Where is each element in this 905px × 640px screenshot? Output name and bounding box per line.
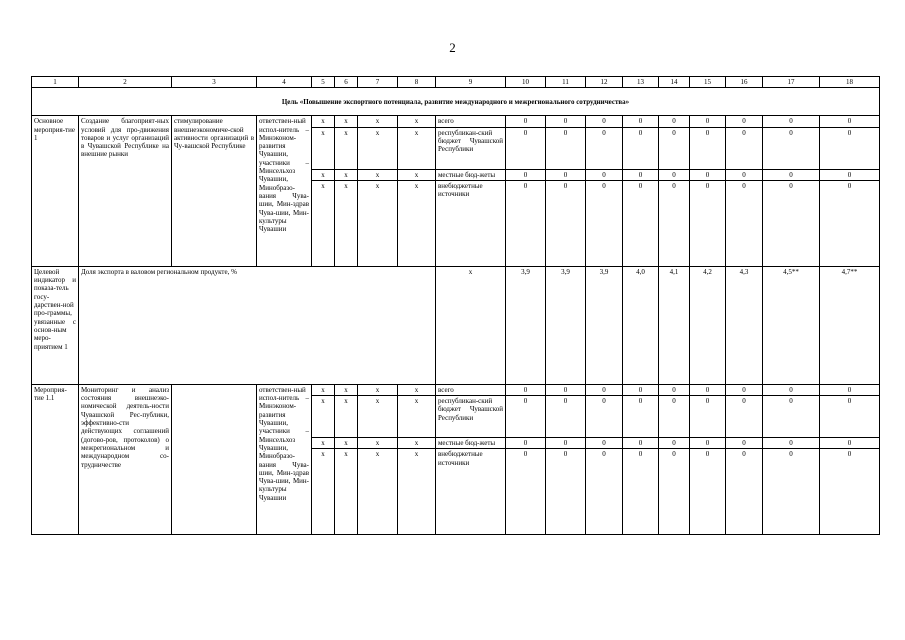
- activity-name: Основное мероприя-тие 1: [32, 116, 79, 267]
- table-cell: 0: [763, 169, 820, 180]
- table-cell: 0: [820, 438, 880, 449]
- column-header: 9: [436, 77, 506, 88]
- table-cell: 0: [506, 384, 546, 395]
- table-cell: 0: [659, 438, 690, 449]
- funding-source: всего: [436, 116, 506, 127]
- table-cell: 0: [586, 169, 623, 180]
- column-header: 5: [312, 77, 335, 88]
- column-header: 3: [172, 77, 257, 88]
- goal-row: [32, 88, 880, 116]
- table-cell: 0: [820, 169, 880, 180]
- table-cell: х: [358, 180, 398, 266]
- table-cell: 0: [820, 127, 880, 169]
- table-cell: 0: [690, 169, 726, 180]
- column-header: 11: [546, 77, 586, 88]
- table-cell: 0: [659, 169, 690, 180]
- indicator-text: Доля экспорта в валовом региональном продукте, %: [79, 266, 436, 384]
- activity-executors: ответствен-ный испол-нитель – Минэконом-развития Чувашии, участники – Минсельхоз Чувашии, Минобразо-вания Чува-шии, Мин-здрав Чува-шии, Мин-культуры Чувашии: [257, 116, 312, 267]
- table-cell: 0: [763, 438, 820, 449]
- table-cell: 0: [506, 169, 546, 180]
- table-cell: х: [398, 180, 436, 266]
- table-cell: 0: [763, 127, 820, 169]
- table-cell: 0: [820, 180, 880, 266]
- indicator-value: 3,9: [586, 266, 623, 384]
- activity-goal: [172, 384, 257, 535]
- table-cell: 0: [690, 396, 726, 438]
- table-cell: 0: [586, 116, 623, 127]
- funding-source: местные бюд-жеты: [436, 438, 506, 449]
- column-header: 15: [690, 77, 726, 88]
- column-header: 12: [586, 77, 623, 88]
- column-header: 16: [726, 77, 763, 88]
- table-cell: 0: [506, 180, 546, 266]
- table-cell: 0: [506, 116, 546, 127]
- table-cell: 0: [726, 449, 763, 535]
- table-cell: 0: [546, 127, 586, 169]
- table-cell: 0: [820, 396, 880, 438]
- indicator-value: 4,5**: [763, 266, 820, 384]
- column-header: 4: [257, 77, 312, 88]
- table-cell: х: [312, 384, 335, 395]
- table-cell: х: [312, 169, 335, 180]
- table-cell: 0: [586, 384, 623, 395]
- table-row: [32, 384, 880, 395]
- table-cell: 0: [726, 396, 763, 438]
- column-header: 13: [623, 77, 659, 88]
- table-cell: 0: [726, 180, 763, 266]
- indicator-value: 4,7**: [820, 266, 880, 384]
- column-header: 17: [763, 77, 820, 88]
- table-cell: 0: [726, 384, 763, 395]
- table-cell: 0: [659, 127, 690, 169]
- table-cell: х: [398, 438, 436, 449]
- table-cell: х: [398, 169, 436, 180]
- table-cell: 0: [690, 438, 726, 449]
- indicator-value: 4,2: [690, 266, 726, 384]
- table-cell: 0: [726, 116, 763, 127]
- table-cell: 0: [623, 169, 659, 180]
- table-cell: х: [358, 127, 398, 169]
- table-cell: х: [358, 396, 398, 438]
- table-cell: 0: [726, 169, 763, 180]
- table-cell: 0: [763, 384, 820, 395]
- table-cell: 0: [820, 384, 880, 395]
- table-cell: х: [312, 396, 335, 438]
- table-cell: 0: [763, 180, 820, 266]
- indicator-value: 3,9: [506, 266, 546, 384]
- table-cell: 0: [586, 127, 623, 169]
- column-header: 7: [358, 77, 398, 88]
- program-table: [31, 76, 880, 535]
- table-cell: 0: [726, 127, 763, 169]
- table-cell: 0: [506, 396, 546, 438]
- table-cell: х: [398, 449, 436, 535]
- goal-heading: Цель «Повышение экспортного потенциала, развитие международного и межрегионального сотрудничества»: [32, 88, 880, 116]
- column-header: 2: [79, 77, 172, 88]
- table-cell: х: [358, 384, 398, 395]
- funding-source: республикан-ский бюджет Чувашской Республики: [436, 396, 506, 438]
- table-cell: 0: [623, 396, 659, 438]
- column-header: 14: [659, 77, 690, 88]
- table-cell: х: [312, 438, 335, 449]
- table-cell: х: [335, 116, 358, 127]
- table-cell: 0: [623, 449, 659, 535]
- funding-source: всего: [436, 384, 506, 395]
- table-cell: х: [358, 169, 398, 180]
- table-cell: х: [436, 266, 506, 384]
- table-cell: 0: [546, 116, 586, 127]
- table-cell: 0: [586, 180, 623, 266]
- activity-title: Создание благоприят-ных условий для про-движения товаров и услуг организаций в Чувашской Республике на внешние рынки: [79, 116, 172, 267]
- table-cell: 0: [690, 449, 726, 535]
- column-header: 1: [32, 77, 79, 88]
- table-cell: 0: [546, 384, 586, 395]
- funding-source: внебюджетные источники: [436, 449, 506, 535]
- column-header: 18: [820, 77, 880, 88]
- column-header: 6: [335, 77, 358, 88]
- table-cell: 0: [546, 180, 586, 266]
- indicator-value: 3,9: [546, 266, 586, 384]
- table-cell: 0: [659, 449, 690, 535]
- table-cell: 0: [586, 396, 623, 438]
- column-header: 10: [506, 77, 546, 88]
- table-cell: 0: [763, 116, 820, 127]
- funding-source: республикан-ский бюджет Чувашской Республики: [436, 127, 506, 169]
- table-cell: 0: [659, 180, 690, 266]
- table-cell: 0: [763, 449, 820, 535]
- table-cell: х: [335, 127, 358, 169]
- table-cell: х: [335, 169, 358, 180]
- table-cell: х: [398, 396, 436, 438]
- table-cell: 0: [506, 438, 546, 449]
- indicator-name: Целевой индикатор и показа-тель госу-дарствен-ной про-граммы, увязанные с основ-ным меро-приятием 1: [32, 266, 79, 384]
- table-cell: 0: [659, 116, 690, 127]
- table-cell: х: [312, 449, 335, 535]
- table-cell: 0: [659, 384, 690, 395]
- table-cell: х: [398, 127, 436, 169]
- table-cell: х: [335, 438, 358, 449]
- table-cell: х: [398, 116, 436, 127]
- table-cell: 0: [546, 449, 586, 535]
- table-cell: 0: [623, 180, 659, 266]
- table-cell: 0: [623, 116, 659, 127]
- table-cell: 0: [659, 396, 690, 438]
- table-cell: х: [358, 438, 398, 449]
- table-cell: 0: [506, 127, 546, 169]
- table-cell: х: [312, 180, 335, 266]
- table-cell: 0: [546, 169, 586, 180]
- table-cell: 0: [820, 116, 880, 127]
- page-number: 2: [449, 40, 456, 55]
- table-cell: 0: [726, 438, 763, 449]
- table-cell: 0: [546, 438, 586, 449]
- table-cell: х: [398, 384, 436, 395]
- table-cell: 0: [690, 116, 726, 127]
- activity-executors: ответствен-ный испол-нитель – Минэконом-развития Чувашии, участники – Минсельхоз Чувашии, Минобразо-вания Чува-шии, Мин-здрав Чува-шии, Мин-культуры Чувашии: [257, 384, 312, 535]
- table-cell: х: [335, 396, 358, 438]
- activity-goal: стимулирование внешнеэкономиче-ской активности организаций в Чу-вашской Республике: [172, 116, 257, 267]
- table-row: [32, 116, 880, 127]
- table-cell: х: [335, 449, 358, 535]
- table-cell: 0: [820, 449, 880, 535]
- activity-name: Мероприя-тие 1.1: [32, 384, 79, 535]
- table-cell: 0: [546, 396, 586, 438]
- indicator-value: 4,3: [726, 266, 763, 384]
- table-cell: 0: [586, 449, 623, 535]
- table-cell: 0: [763, 396, 820, 438]
- table-cell: х: [312, 127, 335, 169]
- funding-source: местные бюд-жеты: [436, 169, 506, 180]
- table-cell: х: [312, 116, 335, 127]
- table-cell: 0: [690, 180, 726, 266]
- table-cell: 0: [623, 438, 659, 449]
- column-header: 8: [398, 77, 436, 88]
- table-cell: 0: [586, 438, 623, 449]
- indicator-value: 4,1: [659, 266, 690, 384]
- column-number-row: [32, 77, 880, 88]
- table-cell: 0: [690, 127, 726, 169]
- table-cell: х: [358, 116, 398, 127]
- funding-source: внебюджетные источники: [436, 180, 506, 266]
- table-cell: 0: [623, 384, 659, 395]
- table-cell: х: [358, 449, 398, 535]
- indicator-value: 4,0: [623, 266, 659, 384]
- table-cell: х: [335, 180, 358, 266]
- indicator-row: [32, 266, 880, 384]
- activity-title: Мониторинг и анализ состояния внешнеэко-номической деятель-ности Чувашской Рес-публики, эффективно-сти действующих соглашений (догово-ров, протоколов) о межрегиональном и международном со-трудничестве: [79, 384, 172, 535]
- table-cell: 0: [506, 449, 546, 535]
- table-cell: х: [335, 384, 358, 395]
- table-cell: 0: [623, 127, 659, 169]
- table-cell: 0: [690, 384, 726, 395]
